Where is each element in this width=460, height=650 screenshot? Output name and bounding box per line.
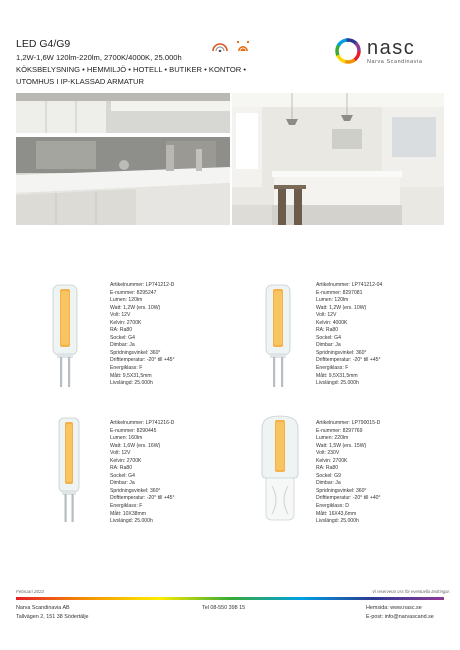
spec-row-dimmable: Dimbar: Ja [110,480,135,487]
spec-row-ra: RA: Ra80 [110,465,133,472]
spec-row-socket: Sockel: G9 [316,472,341,479]
spec-row-lifetime: Livslängd: 25.000h [316,518,359,525]
brand-tagline: Narva Scandinavia [367,58,423,65]
spec-row-operating-temp: Drifttemperatur: -20° till +45° [316,357,381,364]
spec-block-1 [110,282,175,388]
spec-row-watt: Watt: 1,6W (ers. 16W) [110,442,161,449]
spec-row-kelvin: Kelvin: 4000K [316,319,348,326]
spec-row-operating-temp: Drifttemperatur: -20° till +40° [316,495,381,502]
spec-row-operating-temp: Drifttemperatur: -20° till +45° [110,357,175,364]
led-g4-bulb-2 [263,283,293,389]
subtitle-line: KÖKSBELYSNING • HEMMILJÖ • HOTELL • BUTIKER • KONTOR • [16,64,247,74]
spec-row-watt: Watt: 1,5W (ers. 15W) [316,442,367,449]
spec-row-dimmable: Dimbar: Ja [316,342,341,349]
website-link[interactable]: Hemsida: www.nasc.se [366,605,422,611]
spec-row-dimensions: Mått: 16X43,6mm [316,510,357,517]
spec-row-article-number: Artikelnummer: LP790015-D [316,420,381,426]
spec-row-dimmable: Dimbar: Ja [110,342,135,349]
company-address: Tallvägen 2, 151 38 Södertälje [16,613,89,620]
subtitle-line: UTOMHUS I IP-KLASSAD ARMATUR [16,76,144,86]
spec-row-volt: Volt: 230V [316,450,340,457]
spec-row-operating-temp: Drifttemperatur: -20° till +45° [110,495,175,502]
led-g9-bulb-4 [258,414,302,522]
spec-row-dimensions: Mått: 9,5X31,5mm [110,372,152,379]
subtitle-line: 1,2W-1,6W 120lm-220lm, 2700K/4000K, 25.000h [16,53,182,62]
spec-row-e-number: E-nummer: 8295247 [110,289,157,296]
spec-row-socket: Sockel: G4 [110,472,135,479]
led-g4-bulb-1 [50,283,80,389]
brand-logo [333,36,422,66]
spec-row-dimensions: Mått: 9,5X31,5mm [316,372,358,379]
footer-date: Februari 2022 [16,589,45,594]
spec-row-energy-class: Energiklass: F [316,365,349,372]
spec-block-2 [316,282,382,388]
spec-row-kelvin: Kelvin: 2700K [110,319,142,326]
spec-row-ra: RA: Ra80 [316,465,339,472]
page-title: LED G4/G9 [16,38,71,50]
spec-row-energy-class: Energiklass: F [110,365,143,372]
footer-phone: Tel 08-550 398 15 [202,605,246,611]
spec-block-4 [316,420,381,526]
spec-row-lumen: Lumen: 220lm [316,435,349,442]
spec-row-socket: Sockel: G4 [316,334,341,341]
spec-row-lumen: Lumen: 120lm [316,297,349,304]
warm-white-icon [235,40,251,52]
spec-row-beam-angle: Spridningsvinkel: 360° [316,349,367,356]
spec-row-volt: Volt: 12V [110,312,131,319]
spec-row-article-number: Artikelnummer: LP741216-D [110,420,175,426]
spec-row-beam-angle: Spridningsvinkel: 360° [110,487,161,494]
spec-row-ra: RA: Ra80 [316,327,339,334]
spec-row-watt: Watt: 1,2W (ers. 10W) [110,304,161,311]
led-g4-bulb-3 [54,416,84,524]
company-name: Narva Scandinavia AB [16,605,70,611]
spec-row-energy-class: Energiklass: D [316,503,349,510]
kitchen-photo-left [16,93,230,225]
spec-row-socket: Sockel: G4 [110,334,135,341]
spec-row-lumen: Lumen: 120lm [110,297,143,304]
spec-row-dimensions: Mått: 10X38mm [110,510,146,517]
spec-row-kelvin: Kelvin: 2700K [110,457,142,464]
spec-row-lifetime: Livslängd: 25.000h [110,380,153,387]
brand-name: nasc [367,36,416,59]
spec-row-e-number: E-nummer: 8297081 [316,289,363,296]
spec-row-volt: Volt: 12V [110,450,131,457]
email-link[interactable]: E-post: info@narvascand.se [366,613,434,620]
footer-company-block [16,604,89,621]
footer-contact-block [366,604,434,621]
spec-row-lumen: Lumen: 160lm [110,435,143,442]
spec-row-ra: RA: Ra80 [110,327,133,334]
page-subtitle [16,52,276,87]
brand-ring-icon [333,36,363,66]
spec-row-volt: Volt: 12V [316,312,337,319]
spec-row-energy-class: Energiklass: F [110,503,143,510]
spec-row-dimmable: Dimbar: Ja [316,480,341,487]
spec-row-e-number: E-nummer: 8297769 [316,427,363,434]
spec-row-beam-angle: Spridningsvinkel: 360° [316,487,367,494]
footer-rainbow-bar [16,597,444,600]
spec-row-kelvin: Kelvin: 2700K [316,457,348,464]
spec-row-e-number: E-nummer: 8290445 [110,427,157,434]
feature-icons [212,40,251,52]
spec-block-3 [110,420,175,526]
spec-row-watt: Watt: 1,2W (ers. 10W) [316,304,367,311]
spec-row-lifetime: Livslängd: 25.000h [316,380,359,387]
kitchen-photo-right [232,93,444,225]
footer-disclaimer: Vi reserverar oss för eventuella ändringar. [372,589,450,594]
dimmable-icon [212,40,228,52]
spec-row-beam-angle: Spridningsvinkel: 360° [110,349,161,356]
spec-row-article-number: Artikelnummer: LP741212-D [110,282,175,288]
spec-row-lifetime: Livslängd: 25.000h [110,518,153,525]
spec-row-article-number: Artikelnummer: LP741212-04 [316,282,383,288]
